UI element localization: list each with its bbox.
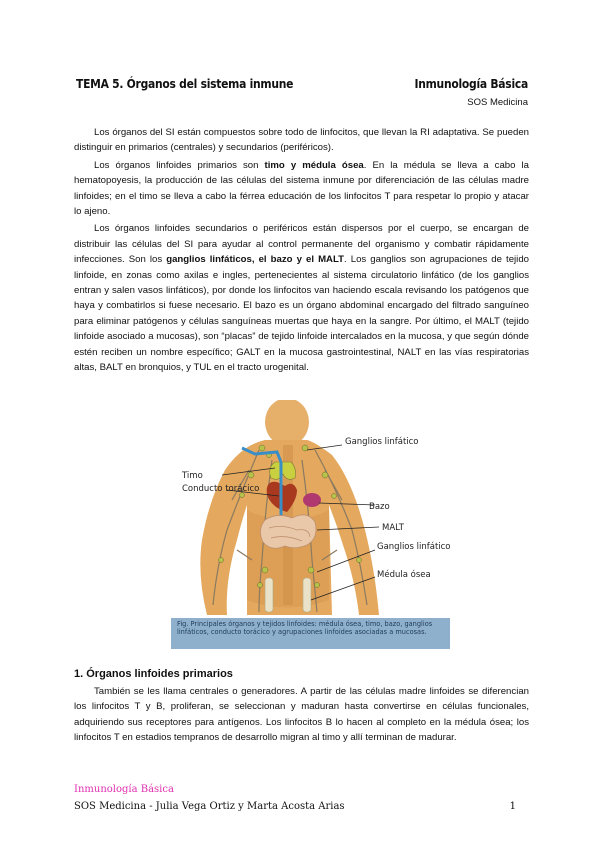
anatomy-illustration [147, 400, 450, 649]
paragraph-2-start: Los órganos linfoides primarios son [94, 159, 265, 171]
page-number: 1 [509, 801, 516, 812]
label-malt: MALT [382, 523, 404, 533]
label-medula: Médula ósea [377, 570, 431, 580]
document-title: TEMA 5. Órganos del sistema inmune [76, 76, 294, 91]
paragraph-1: Los órganos del SI están compuestos sobre todo de linfocitos, que llevan la RI adaptativa. Se pueden distinguir en primarios (centrales) y secundarios (periféricos). [74, 127, 529, 154]
label-timo: Timo [182, 471, 203, 481]
lymphoid-organs-figure [147, 400, 450, 649]
label-conducto: Conducto torácico [182, 484, 260, 494]
label-ganglios-top: Ganglios linfático [345, 437, 419, 447]
label-ganglios-bottom: Ganglios linfático [377, 542, 450, 552]
course-name: Inmunología Básica [414, 76, 528, 91]
section-1-paragraph: También se les llama centrales o generadores. A partir de las células madre linfoides se diferencian los linfocitos T y B, proliferan, se seleccionan y maduran hasta convertirse en células funcionales, adquiriendo sus receptores para antígenos. Los linfocitos B lo hacen al completo en la médula ósea; los linfocitos T en estadios tempranos de desarrollo migran al timo y allí terminan de madurar. [74, 686, 529, 744]
intro-text [74, 125, 529, 378]
figure-caption: Fig. Principales órganos y tejidos linfoides: médula ósea, timo, bazo, ganglios linfáticos, conducto torácico y agrupaciones linfoides asociadas a mucosas. [177, 620, 433, 636]
spleen-shape [303, 493, 321, 507]
section-1-body [74, 684, 529, 746]
footer-course: Inmunología Básica [74, 784, 174, 795]
paragraph-2-bold: timo y médula ósea [264, 159, 364, 171]
paragraph-3-end: . Los ganglios son agrupaciones de tejido linfoide, en zonas como axilas e ingles, pertenecientes al sistema circulatorio linfático (de los ganglios entran y salen vasos linfáticos), por donde los linfocitos van haciendo escala revisando los patógenos que haya y combatirlos si fuese necesario. El bazo es un órgano abdominal encargado del filtrado sanguíneo para eliminar patógenos y células sanguíneas muertas que haya en la sangre. Por último, el MALT (tejido linfoide asociado a mucosas), son “placas” de tejido linfoide intercalados en la mucosa, y que según dónde estén reciben un nombre específico; GALT en la mucosa gastrointestinal, NALT en las vías respiratorias altas, BALT en bronquios, y TUL en el tracto urogenital. [74, 254, 529, 374]
paragraph-3 [74, 221, 529, 375]
footer-authors: SOS Medicina - Julia Vega Ortiz y Marta Acosta Arias [74, 801, 345, 812]
label-bazo: Bazo [369, 502, 390, 512]
paragraph-3-start: Los órganos linfoides secundarios o periféricos están dispersos por el cuerpo, se encargan de distribuir las células del SI para ayudar al control permanente del organismo y combatir rápidamente infecciones. Son los [74, 223, 529, 266]
paragraph-2-end: . En la médula se lleva a cabo la hematopoyesis, la producción de las células del sistema inmune por diferenciación de las células madre linfoides; en el timo se lleva a cabo la férrea educación de los linfocitos T para respetar lo propio y atacar lo ajeno. [74, 159, 529, 218]
section-1-title: 1. Órganos linfoides primarios [74, 668, 233, 680]
header-subtitle: SOS Medicina [467, 97, 528, 108]
paragraph-2 [74, 158, 529, 220]
paragraph-3-bold: ganglios linfáticos, el bazo y el MALT [166, 254, 344, 266]
